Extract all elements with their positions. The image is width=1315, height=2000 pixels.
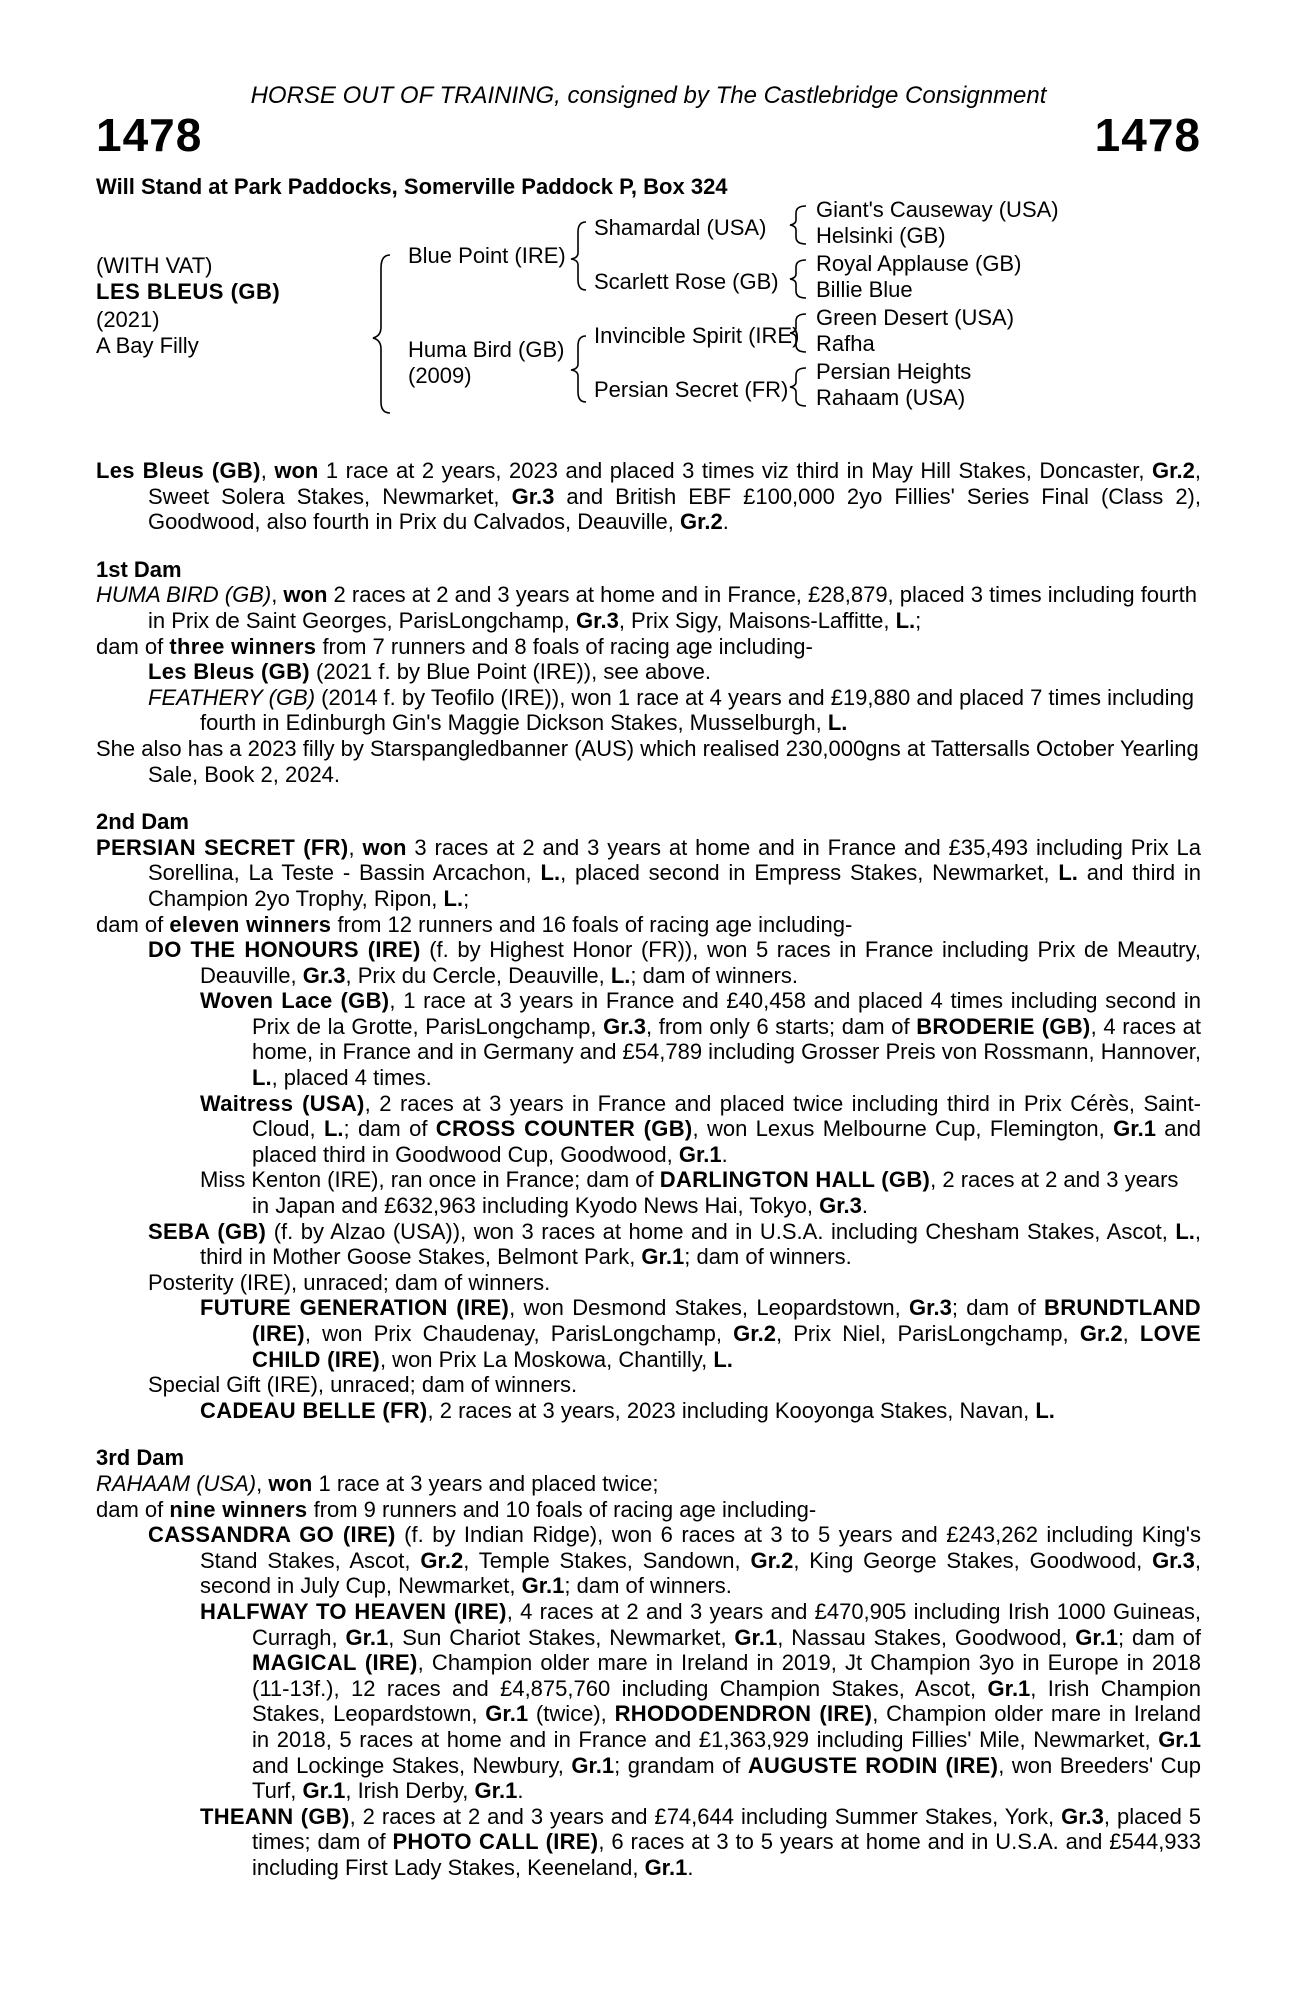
dam-sire: Invincible Spirit (IRE): [594, 323, 800, 348]
offspring-do-the-honours: DO THE HONOURS (IRE) (f. by Highest Honor (FR)), won 5 races in France including Prix de Meautry, Deauville, Gr.3, Prix du Cercle, Deauville, L.; dam of winners.: [148, 937, 1201, 988]
catalogue-text: [96, 458, 1201, 1880]
gen3-4: Billie Blue: [816, 277, 913, 302]
third-dam-record: RAHAAM (USA), won 1 race at 3 years and placed twice;: [96, 1470, 659, 1496]
intro-paragraph: Les Bleus (GB), won 1 race at 2 years, 2023 and placed 3 times viz third in May Hill Stakes, Doncaster, Gr.2, Sweet Solera Stakes, Newmarket, Gr.3 and British EBF £100,000 2yo Fillies' Series Final (Class 2), Goodwood, also fourth in Prix du Calvados, Deauville, Gr.2.: [96, 458, 1201, 535]
offspring-woven-lace: Woven Lace (GB), 1 race at 3 years in France and £40,458 and placed 4 times including second in Prix de la Grotte, ParisLongchamp, Gr.3, from only 6 starts; dam of BRODERIE (GB), 4 races at home, in France and in Germany and £54,789 including Grosser Preis von Rossmann, Hannover, L., placed 4 times.: [200, 988, 1201, 1091]
gen3-7: Persian Heights: [816, 359, 972, 384]
horse-description: A Bay Filly: [96, 333, 199, 358]
lot-number-right: 1478: [1094, 109, 1201, 161]
offspring-waitress: Waitress (USA), 2 races at 3 years in France and placed twice including third in Prix Cérès, Saint-Cloud, L.; dam of CROSS COUNTER (GB), won Lexus Melbourne Cup, Flemington, Gr.1 and placed third in Goodwood Cup, Goodwood, Gr.1.: [200, 1090, 1201, 1167]
second-dam-produce: dam of eleven winners from 12 runners and 16 foals of racing age including-: [96, 911, 853, 937]
gen3-6: Rafha: [816, 331, 875, 356]
third-dam-heading: 3rd Dam: [96, 1445, 185, 1471]
consignment-line: HORSE OUT OF TRAINING, consigned by The Castlebridge Consignment: [250, 82, 1047, 109]
dam-dam: Persian Secret (FR): [594, 377, 789, 402]
dam-year: (2009): [408, 363, 472, 388]
second-dam-record: PERSIAN SECRET (FR), won 3 races at 2 and 3 years at home and in France and £35,493 including Prix La Sorellina, La Teste - Bassin Arcachon, L., placed second in Empress Stakes, Newmarket, L. and third in Champion 2yo Trophy, Ripon, L.;: [96, 834, 1201, 911]
pedigree-table: [96, 197, 1201, 420]
sire-dam: Scarlett Rose (GB): [594, 269, 779, 294]
first-dam-note: She also has a 2023 filly by Starspangledbanner (AUS) which realised 230,000gns at Tattersalls October Yearling Sale, Book 2, 2024.: [96, 735, 1199, 787]
first-dam-offspring-2: FEATHERY (GB) (2014 f. by Teofilo (IRE)), won 1 race at 4 years and £19,880 and placed 7 times including fourth in Edinburgh Gin's Maggie Dickson Stakes, Musselburgh, L.: [148, 684, 1194, 736]
first-dam-produce: dam of three winners from 7 runners and 8 foals of racing age including-: [96, 633, 813, 659]
horse-year: (2021): [96, 307, 160, 332]
stand-location: Will Stand at Park Paddocks, Somerville Paddock P, Box 324: [96, 174, 728, 199]
offspring-miss-kenton: Miss Kenton (IRE), ran once in France; dam of DARLINGTON HALL (GB), 2 races at 2 and 3 years in Japan and £632,963 including Kyodo News Hai, Tokyo, Gr.3.: [200, 1167, 1179, 1219]
offspring-cadeau-belle: CADEAU BELLE (FR), 2 races at 3 years, 2023 including Kooyonga Stakes, Navan, L.: [200, 1397, 1055, 1423]
first-dam-heading: 1st Dam: [96, 556, 182, 582]
lot-number-left: 1478: [96, 109, 203, 161]
gen3-2: Helsinki (GB): [816, 223, 946, 248]
gen3-1: Giant's Causeway (USA): [816, 197, 1059, 222]
second-dam-heading: 2nd Dam: [96, 809, 189, 835]
vat-note: (WITH VAT): [96, 253, 213, 278]
offspring-theann: THEANN (GB), 2 races at 2 and 3 years and £74,644 including Summer Stakes, York, Gr.3, placed 5 times; dam of PHOTO CALL (IRE), 6 races at 3 to 5 years at home and in U.S.A. and £544,933 including First Lady Stakes, Keeneland, Gr.1.: [200, 1803, 1202, 1880]
first-dam-record: HUMA BIRD (GB), won 2 races at 2 and 3 years at home and in France, £28,879, placed 3 times including fourth in Prix de Saint Georges, ParisLongchamp, Gr.3, Prix Sigy, Maisons-Laffitte, L.;: [96, 582, 1197, 633]
offspring-posterity: Posterity (IRE), unraced; dam of winners.: [148, 1269, 551, 1295]
horse-name: LES BLEUS (GB): [96, 279, 281, 304]
offspring-future-generation: FUTURE GENERATION (IRE), won Desmond Stakes, Leopardstown, Gr.3; dam of BRUNDTLAND (IRE), won Prix Chaudenay, ParisLongchamp, Gr.2, Prix Niel, ParisLongchamp, Gr.2, LOVE CHILD (IRE), won Prix La Moskowa, Chantilly, L.: [200, 1295, 1201, 1372]
offspring-halfway-to-heaven: HALFWAY TO HEAVEN (IRE), 4 races at 2 and 3 years and £470,905 including Irish 1000 Guineas, Curragh, Gr.1, Sun Chariot Stakes, Newmarket, Gr.1, Nassau Stakes, Goodwood, Gr.1; dam of MAGICAL (IRE), Champion older mare in Ireland in 2019, Jt Champion 3yo in Europe in 2018 (11-13f.), 12 races and £4,875,760 including Champion Stakes, Ascot, Gr.1, Irish Champion Stakes, Leopardstown, Gr.1 (twice), RHODODENDRON (IRE), Champion older mare in Ireland in 2018, 5 races at home and in France and £1,363,929 including Fillies' Mile, Newmarket, Gr.1 and Lockinge Stakes, Newbury, Gr.1; grandam of AUGUSTE RODIN (IRE), won Breeders' Cup Turf, Gr.1, Irish Derby, Gr.1.: [200, 1598, 1202, 1804]
dam-name: Huma Bird (GB): [408, 337, 565, 362]
gen3-3: Royal Applause (GB): [816, 251, 1022, 276]
offspring-special-gift: Special Gift (IRE), unraced; dam of winners.: [148, 1372, 578, 1398]
offspring-seba: SEBA (GB) (f. by Alzao (USA)), won 3 races at home and in U.S.A. including Chesham Stakes, Ascot, L., third in Mother Goose Stakes, Belmont Park, Gr.1; dam of winners.: [148, 1218, 1202, 1270]
gen3-5: Green Desert (USA): [816, 305, 1015, 330]
sire-sire: Shamardal (USA): [594, 215, 767, 240]
sire-name: Blue Point (IRE): [408, 243, 566, 268]
third-dam-produce: dam of nine winners from 9 runners and 10 foals of racing age including-: [96, 1496, 817, 1522]
gen3-8: Rahaam (USA): [816, 385, 966, 410]
offspring-cassandra-go: CASSANDRA GO (IRE) (f. by Indian Ridge), won 6 races at 3 to 5 years and £243,262 including King's Stand Stakes, Ascot, Gr.2, Temple Stakes, Sandown, Gr.2, King George Stakes, Goodwood, Gr.3, second in July Cup, Newmarket, Gr.1; dam of winners.: [148, 1522, 1201, 1599]
first-dam-offspring-1: Les Bleus (GB) (2021 f. by Blue Point (IRE)), see above.: [148, 659, 711, 685]
